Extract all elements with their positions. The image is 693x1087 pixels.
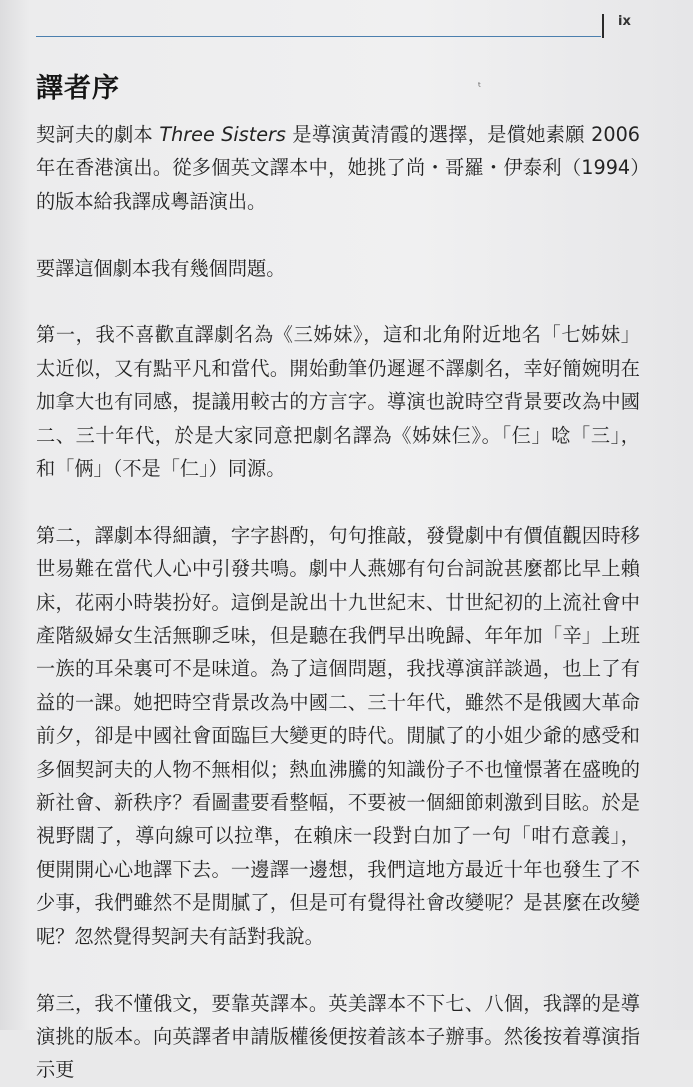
paragraph-2: 要譯這個劇本我有幾個問題。	[36, 256, 286, 280]
stray-mark: ᵗ	[478, 80, 482, 93]
paragraph-3: 第一，我不喜歡直譯劇名為《三姊妹》，這和北角附近地名「七姊妹」太近似，又有點平凡和當代。開始動筆仍遲遲不譯劇名，幸好簡婉明在加拿大也有同感，提議用較古的方言字。導演也說時空背景要改為中國二、三十年代，於是大家同意把劇名譯為《姊妹仨》。「仨」唸「三」，和「俩」（不是「仁」）同源。	[36, 323, 640, 481]
header-rule	[36, 36, 601, 37]
paragraph-5: 第三，我不懂俄文，要靠英譯本。英美譯本不下七、八個，我譯的是導演挑的版本。向英譯者申請版權後便按着該本子辦事。然後按着導演指示更	[36, 991, 640, 1082]
body-text	[36, 118, 640, 1087]
page-title: 譯者序	[36, 73, 120, 104]
paragraph-4: 第二，譯劇本得細讀，字字斟酌，句句推敲，發覺劇中有價值觀因時移世易難在當代人心中引發共鳴。劇中人燕娜有句台詞說甚麼都比早上賴床，花兩小時裝扮好。這倒是說出十九世紀末、廿世紀初的上流社會中產階級婦女生活無聊乏味，但是聽在我們早出晚歸、年年加「辛」上班一族的耳朵裏可不是味道。為了這個問題，我找導演詳談過，也上了有益的一課。她把時空背景改為中國二、三十年代，雖然不是俄國大革命前夕，卻是中國社會面臨巨大變更的時代。閒膩了的小姐少爺的感受和多個契訶夫的人物不無相似；熱血沸騰的知識份子不也憧憬著在盛晚的新社會、新秩序？看圖畫要看整幅，不要被一個細節刺激到目眩。於是視野闊了，導向線可以拉準，在賴床一段對白加了一句「咁冇意義」，便開開心心地譯下去。一邊譯一邊想，我們這地方最近十年也發生了不少事，我們雖然不是閒膩了，但是可有覺得社會改變呢？是甚麼在改變呢？忽然覺得契訶夫有話對我說。	[36, 523, 640, 948]
play-title-english: Three Sisters	[159, 123, 286, 146]
page-number: ix	[618, 14, 631, 29]
paragraph-1-start: 契訶夫的劇本	[36, 123, 153, 146]
paragraph-1-rest: 是導演黃清霞的選擇，是償她素願 2006 年在香港演出。從多個英文譯本中，她挑了尚・哥羅・伊泰利（1994）的版本給我譯成粵語演出。	[36, 123, 641, 213]
paragraph-1	[36, 118, 640, 218]
header-divider	[602, 14, 604, 38]
